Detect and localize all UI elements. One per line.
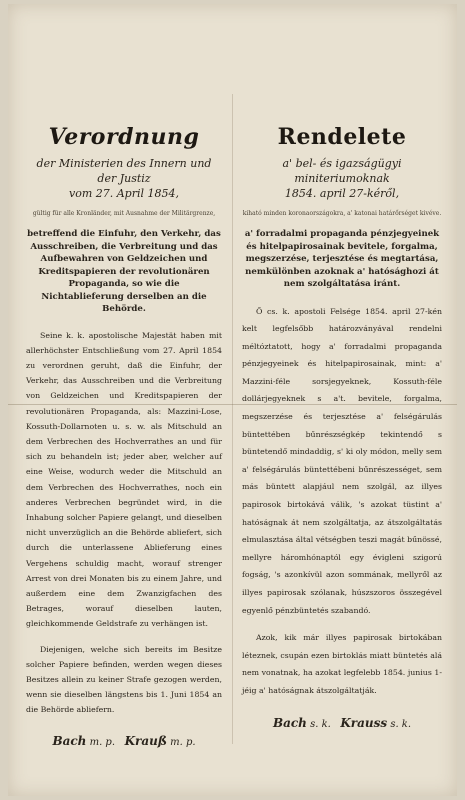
hungarian-signature-krauss: Krauss <box>340 715 388 730</box>
hungarian-paragraph-1: Ő cs. k. apostoli Felsége 1854. april 27-kén kelt legfelsőbb határozványával rendelni méltóztatott, hogy a' forradalmi propaganda pénzjegyeinek és hitelpapirosainak, mint: a' Mazzini-féle sorsjegyeknek, Kossuth-féle dollárjegyeknek s a't. bevitele, forgalma, megszerzése és terjesztése a' felségárulás büntettében bűnrészségkép tekintendő s büntetendő mindaddig, s' ki oly módon, melly sem a' felségárulás büntettébeni bűnrészességet, sem más büntett alapjául nem szolgál, az illyes papirosok birtokává válik, 's azokat tüstint a' hatóságnak át nem szolgáltatja, az átszolgáltatás elmulasztása által vétségben teszi magát bűnössé, mellyre háromhónaptól egy évigleni szigorú fogság, 's azonkívül azon sommának, mellyről az illyes papirosak szólanak, húszszoros összegével egyenlő pénzbüntetés szabandó. <box>242 306 442 615</box>
german-validity: gültig für alle Kronländer, mit Ausnahme der Militärgrenze, <box>32 210 216 217</box>
hungarian-column <box>242 124 442 730</box>
german-paragraph-1: Seine k. k. apostolische Majestät haben mit allerhöchster Entschließung vom 27. April 1854 zu verordnen geruht, daß die Einfuhr, der Verkehr, das Ausschreiben und die Verbreitung von Geldzeichen und Kreditspapieren der revolutionären Propaganda, als: Mazzini-Lose, Kossuth-Dollarnoten u. s. w. als Mitschuld an dem Verbrechen des Hochverrathes an und für sich zu behandeln ist; jeder aber, welcher auf eine Weise, wodurch weder die Mitschuld an dem Verbrechen des Hochverrathes, noch ein anderes Verbrechen begründet wird, in die Inhabung solcher Papiere gelangt, und dieselben nicht unverzüglich an die Behörde abliefert, sich durch die unterlassene Ablieferung eines Vergehens schuldig macht, worauf strenger Arrest von drei Monaten bis zu einem Jahre, und außerdem eine dem Zwanzigfachen des Betrages, worauf dieselben lauten, gleichkommende Geldstrafe zu verhängen ist. <box>26 330 222 629</box>
german-subtitle-date: vom 27. April 1854, <box>68 187 180 200</box>
hungarian-validity: kiható minden koronaországokra, a' katonai határőrséget kivéve. <box>242 210 442 217</box>
german-lead: betreffend die Einfuhr, den Verkehr, das Ausschreiben, die Verbreitung und das Aufbewahren von Geldzeichen und Kreditspapieren der revolutionären Propaganda, so wie die Nichtablieferung derselben an die Behörde. <box>27 229 221 314</box>
hungarian-lead: a' forradalmi propaganda pénzjegyeinek és hitelpapirosainak bevitele, forgalma, megszerzése, terjesztése és megtartása, nemkülönben azoknak a' hatósághozi át nem szolgáltatása iránt. <box>244 229 440 289</box>
german-title: Verordnung <box>48 124 200 150</box>
hungarian-paragraph-2: Azok, kik már illyes papirosak birtokában léteznek, csupán ezen birtoklás miatt büntetés alá nem vonatnak, ha azokat legfelebb 1854. junius 1-jéig a' hatóságnak átszolgáltatják. <box>242 633 442 695</box>
german-column <box>26 124 222 748</box>
german-signature-mp-1: m. p. <box>89 736 116 748</box>
document-sheet <box>8 4 457 796</box>
german-signature-mp-2: m. p. <box>170 736 196 748</box>
german-signature-bach: Bach <box>52 733 87 748</box>
hungarian-signatures <box>242 716 442 730</box>
hungarian-signature-sk-2: s. k. <box>390 718 412 730</box>
hungarian-signature-sk-1: s. k. <box>310 718 331 730</box>
german-signatures <box>26 734 222 748</box>
german-subtitle-ministries: der Ministerien des Innern und der Justiz <box>36 157 212 185</box>
german-paragraph-2: Diejenigen, welche sich bereits im Besitze solcher Papiere befinden, werden wegen dieses Besitzes allein zu keiner Strafe gezogen werden, wenn sie dieselben längstens bis 1. Juni 1854 an die Behörde abliefern. <box>26 644 222 715</box>
hungarian-title: Rendelete <box>277 124 407 150</box>
fold-line-vertical <box>232 94 233 744</box>
hungarian-subtitle-ministries: a' bel- és igazságügyi miniteriumoknak <box>282 157 402 185</box>
german-signature-krauss: Krauß <box>124 733 167 748</box>
hungarian-subtitle-date: 1854. april 27-kéről, <box>284 187 400 200</box>
hungarian-signature-bach: Bach <box>272 715 307 730</box>
